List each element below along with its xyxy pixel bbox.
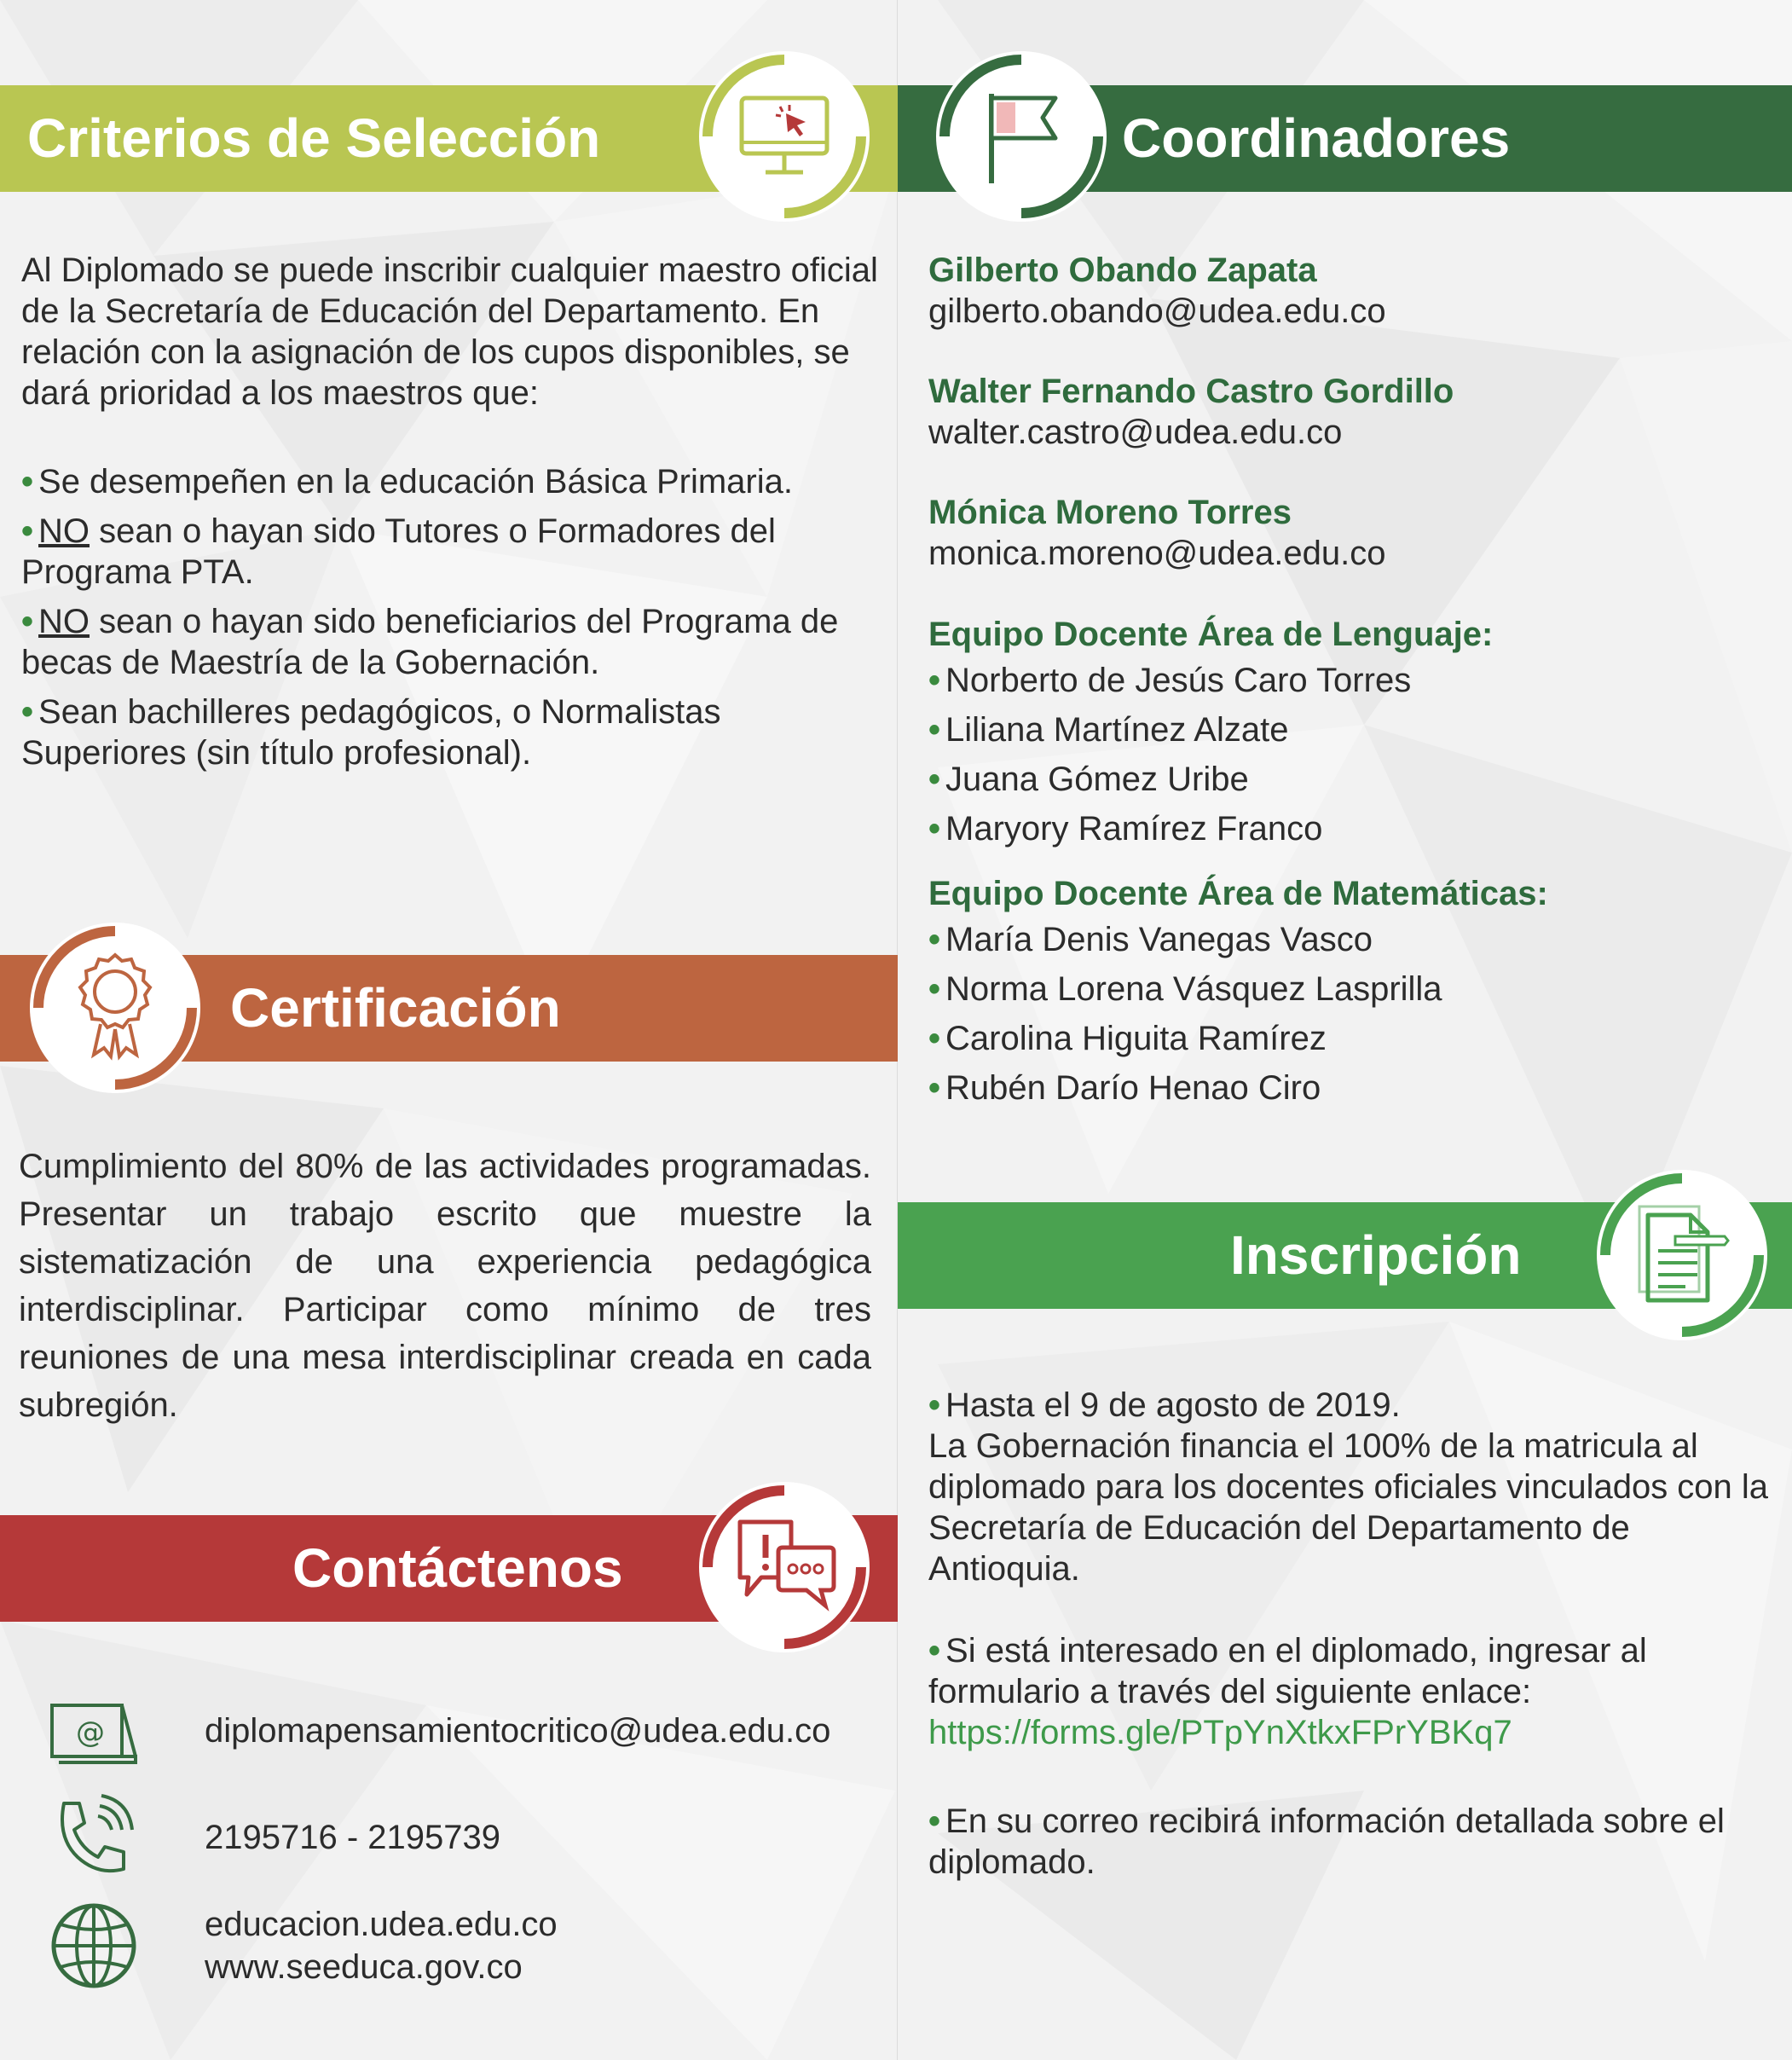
team-member: • Rubén Darío Henao Ciro: [928, 1069, 1321, 1107]
criterios-item: • NO sean o hayan sido beneficiarios del Programa de becas de Maestría de la Gobernación.: [21, 603, 839, 681]
contactenos-title: Contáctenos: [292, 1537, 623, 1599]
certificacion-body: Cumplimiento del 80% de las actividades programadas. Presentar un trabajo escrito que muestre la sistematización de una experiencia pedagógica interdisciplinar. Participar como mínimo de tres reuniones de una mesa interdisciplinar creada en cada subregión.: [19, 1148, 871, 1424]
laptop-at-icon: [47, 1684, 141, 1778]
team-member: • Liliana Martínez Alzate: [928, 711, 1289, 749]
coordinator-email[interactable]: walter.castro@udea.edu.co: [928, 414, 1343, 451]
document-pen-icon: [1631, 1198, 1733, 1309]
flag-icon: [974, 85, 1068, 188]
coordinator-entry: [928, 492, 1772, 574]
coordinator-email[interactable]: monica.moreno@udea.edu.co: [928, 535, 1386, 572]
team-member: • Norma Lorena Vásquez Lasprilla: [928, 970, 1442, 1008]
contact-phone-row: [47, 1791, 500, 1884]
coordinator-name: Gilberto Obando Zapata: [928, 252, 1317, 289]
contact-email[interactable]: diplomapensamientocritico@udea.edu.co: [205, 1712, 831, 1750]
certificacion-title: Certificación: [230, 977, 561, 1039]
criterios-intro: Al Diplomado se puede inscribir cualquier maestro oficial de la Secretaría de Educación del Departamento. En relación con la asignación de los cupos disponibles, se dará prioridad a los maestros que:: [21, 252, 878, 412]
coordinator-name: Walter Fernando Castro Gordillo: [928, 373, 1454, 410]
contact-web-row: [47, 1895, 558, 1997]
coordinator-entry: [928, 371, 1772, 453]
contact-email-row: [47, 1684, 830, 1778]
globe-icon: [47, 1899, 141, 1993]
criterios-title: Criterios de Selección: [27, 107, 601, 169]
contact-phone: 2195716 - 2195739: [205, 1819, 500, 1856]
team-member: • Juana Gómez Uribe: [928, 761, 1249, 798]
inscripcion-email-note: • En su correo recibirá información detallada sobre el diplomado.: [928, 1802, 1725, 1881]
matematicas-team-title: Equipo Docente Área de Matemáticas:: [928, 875, 1548, 912]
contact-web-udea[interactable]: educacion.udea.edu.co: [205, 1906, 558, 1943]
team-member: • María Denis Vanegas Vasco: [928, 921, 1373, 958]
criterios-body: [21, 250, 882, 773]
inscripcion-body: [928, 1385, 1781, 1883]
coordinadores-body: [928, 250, 1772, 1113]
team-member: • Carolina Higuita Ramírez: [928, 1020, 1327, 1057]
criterios-item: • Sean bachilleres pedagógicos, o Normalistas Superiores (sin título profesional).: [21, 693, 721, 772]
inscripcion-deadline: • Hasta el 9 de agosto de 2019.: [928, 1386, 1401, 1424]
contact-web-seeduca[interactable]: www.seeduca.gov.co: [205, 1948, 523, 1986]
phone-icon: [47, 1791, 141, 1884]
svg-text:@: @: [76, 1716, 105, 1750]
coordinator-email[interactable]: gilberto.obando@udea.edu.co: [928, 292, 1386, 330]
inscripcion-form-note: • Si está interesado en el diplomado, ingresar al formulario a través del siguiente enlace:: [928, 1632, 1647, 1710]
team-member: • Maryory Ramírez Franco: [928, 810, 1323, 848]
chat-alert-icon: [731, 1513, 838, 1616]
criterios-item: • NO sean o hayan sido Tutores o Formadores del Programa PTA.: [21, 512, 776, 591]
coordinator-entry: [928, 250, 1772, 332]
inscripcion-financing: La Gobernación financia el 100% de la matricula al diplomado para los docentes oficiales vinculados con la Secretaría de Educación del Departamento de Antioquia.: [928, 1427, 1769, 1588]
award-ribbon-icon: [68, 951, 162, 1062]
inscripcion-title: Inscripción: [1230, 1224, 1522, 1286]
team-member: • Norberto de Jesús Caro Torres: [928, 662, 1412, 699]
right-panel: [898, 0, 1792, 2060]
criterios-item: • Se desempeñen en la educación Básica Primaria.: [21, 463, 793, 501]
coordinator-name: Mónica Moreno Torres: [928, 494, 1292, 531]
monitor-cursor-icon: [733, 90, 835, 183]
inscripcion-form-link[interactable]: https://forms.gle/PTpYnXtkxFPrYBKq7: [928, 1714, 1512, 1751]
coordinadores-title: Coordinadores: [1122, 107, 1511, 169]
lenguaje-team-title: Equipo Docente Área de Lenguaje:: [928, 616, 1494, 653]
